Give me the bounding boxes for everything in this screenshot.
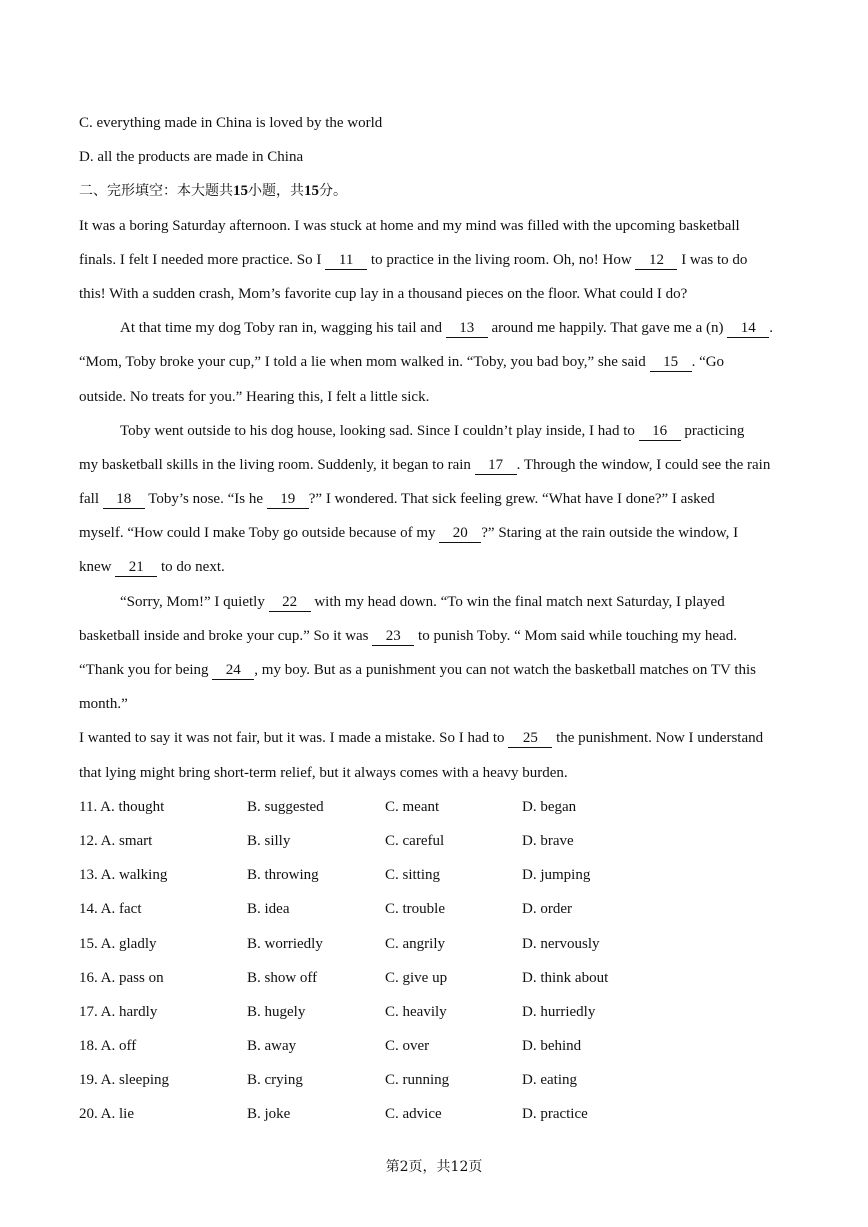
- passage-line: outside. No treats for you.” Hearing this, I felt a little sick.: [79, 388, 430, 405]
- option-d-prev: D. all the products are made in China: [79, 149, 304, 166]
- blank-15: 15: [650, 353, 692, 372]
- option-b: B. away: [247, 1038, 297, 1055]
- option-c-prev: C. everything made in China is loved by the world: [79, 115, 383, 131]
- option-a: 14. A. fact: [79, 901, 142, 918]
- page-footer: 第2页，共12页: [385, 1159, 483, 1175]
- passage-line: It was a boring Saturday afternoon. I was stuck at home and my mind was filled with the upcoming basketball: [79, 217, 740, 234]
- question-row: [79, 1063, 791, 1097]
- passage-line: “Thank you for being 24 , my boy. But as a punishment you can not watch the basketball matches on TV this: [79, 662, 757, 678]
- option-d: D. eating: [522, 1072, 577, 1089]
- question-row: [79, 1029, 791, 1063]
- option-d: D. hurriedly: [522, 1003, 596, 1020]
- passage-line: myself. “How could I make Toby go outside because of my 20 ?” Staring at the rain outside the window, I: [79, 525, 739, 542]
- passage-line: fall 18 Toby’s nose. “Is he 19 ?” I wondered. That sick feeling grew. “What have I done?” I asked: [79, 491, 715, 508]
- blank-22: 22: [269, 593, 311, 612]
- option-b: B. joke: [247, 1106, 291, 1123]
- option-a: 18. A. off: [79, 1038, 137, 1055]
- question-row: [79, 790, 791, 824]
- option-a: 12. A. smart: [79, 832, 153, 849]
- option-c: C. advice: [385, 1106, 442, 1123]
- passage-line: “Mom, Toby broke your cup,” I told a lie when mom walked in. “Toby, you bad boy,” she said 15 . “Go: [79, 354, 725, 371]
- passage-line: knew 21 to do next.: [79, 559, 225, 576]
- question-row: [79, 858, 791, 892]
- passage-line: my basketball skills in the living room. Suddenly, it began to rain 17 . Through the window, I could see the rain: [79, 456, 771, 473]
- section-heading: 二、完形填空：本大题共15小题，共15分。: [79, 183, 347, 200]
- option-c: C. meant: [385, 798, 440, 815]
- blank-14: 14: [727, 319, 769, 338]
- question-row: [79, 824, 791, 858]
- option-c: C. angrily: [385, 935, 445, 952]
- passage-line: basketball inside and broke your cup.” So it was 23 to punish Toby. “ Mom said while touching my head.: [79, 627, 737, 644]
- option-c: C. over: [385, 1038, 430, 1055]
- blank-24: 24: [212, 661, 254, 680]
- blank-21: 21: [115, 558, 157, 577]
- option-d: D. practice: [522, 1106, 588, 1123]
- passage-line: finals. I felt I needed more practice. So I 11 to practice in the living room. Oh, no! How 12 I was to do: [79, 251, 748, 268]
- option-b: B. crying: [247, 1072, 303, 1089]
- passage-line: At that time my dog Toby ran in, wagging his tail and 13 around me happily. That gave me a (n) 14 .: [120, 320, 773, 337]
- option-a: 16. A. pass on: [79, 969, 164, 986]
- option-d: D. behind: [522, 1038, 582, 1055]
- option-a: 15. A. gladly: [79, 935, 157, 952]
- question-row: [79, 927, 791, 961]
- option-a: 17. A. hardly: [79, 1003, 158, 1020]
- passage-line: that lying might bring short-term relief, but it always comes with a heavy burden.: [79, 764, 568, 781]
- blank-13: 13: [446, 319, 488, 338]
- option-b: B. silly: [247, 832, 291, 849]
- option-b: B. worriedly: [247, 935, 323, 952]
- blank-17: 17: [475, 456, 517, 475]
- passage-line: Toby went outside to his dog house, looking sad. Since I couldn’t play inside, I had to 16 practicing: [120, 422, 745, 439]
- question-row: [79, 995, 791, 1029]
- blank-23: 23: [372, 627, 414, 646]
- option-b: B. hugely: [247, 1003, 306, 1020]
- cloze-passage: [79, 209, 791, 790]
- blank-11: 11: [325, 251, 367, 270]
- option-d: D. brave: [522, 832, 574, 849]
- option-c: C. running: [385, 1072, 450, 1089]
- option-b: B. show off: [247, 969, 318, 986]
- option-d: D. think about: [522, 969, 609, 986]
- option-c: C. give up: [385, 969, 448, 986]
- question-row: [79, 892, 791, 926]
- option-d: D. began: [522, 798, 577, 815]
- question-row: [79, 1097, 791, 1131]
- blank-20: 20: [439, 524, 481, 543]
- passage-line: I wanted to say it was not fair, but it was. I made a mistake. So I had to 25 the punishment. Now I understand: [79, 730, 764, 747]
- option-a: 19. A. sleeping: [79, 1072, 169, 1089]
- question-list: [79, 790, 791, 1132]
- question-row: [79, 961, 791, 995]
- option-a: 20. A. lie: [79, 1106, 134, 1123]
- option-c: C. careful: [385, 832, 445, 849]
- option-d: D. jumping: [522, 867, 591, 884]
- passage-line: month.”: [79, 696, 128, 713]
- blank-19: 19: [267, 490, 309, 509]
- blank-18: 18: [103, 490, 145, 509]
- option-a: 11. A. thought: [79, 798, 165, 815]
- blank-16: 16: [639, 422, 681, 441]
- option-d: D. nervously: [522, 935, 600, 952]
- option-b: B. throwing: [247, 867, 319, 884]
- blank-12: 12: [635, 251, 677, 270]
- blank-25: 25: [508, 729, 552, 748]
- option-b: B. suggested: [247, 798, 324, 815]
- option-c: C. heavily: [385, 1003, 447, 1020]
- option-c: C. sitting: [385, 867, 441, 884]
- worksheet-page: [79, 106, 791, 1132]
- option-b: B. idea: [247, 901, 290, 918]
- passage-line: “Sorry, Mom!” I quietly 22 with my head down. “To win the final match next Saturday, I played: [120, 593, 725, 610]
- option-d: D. order: [522, 901, 572, 918]
- option-a: 13. A. walking: [79, 867, 168, 884]
- passage-line: this! With a sudden crash, Mom’s favorite cup lay in a thousand pieces on the floor. What could I do?: [79, 285, 688, 302]
- option-c: C. trouble: [385, 901, 445, 918]
